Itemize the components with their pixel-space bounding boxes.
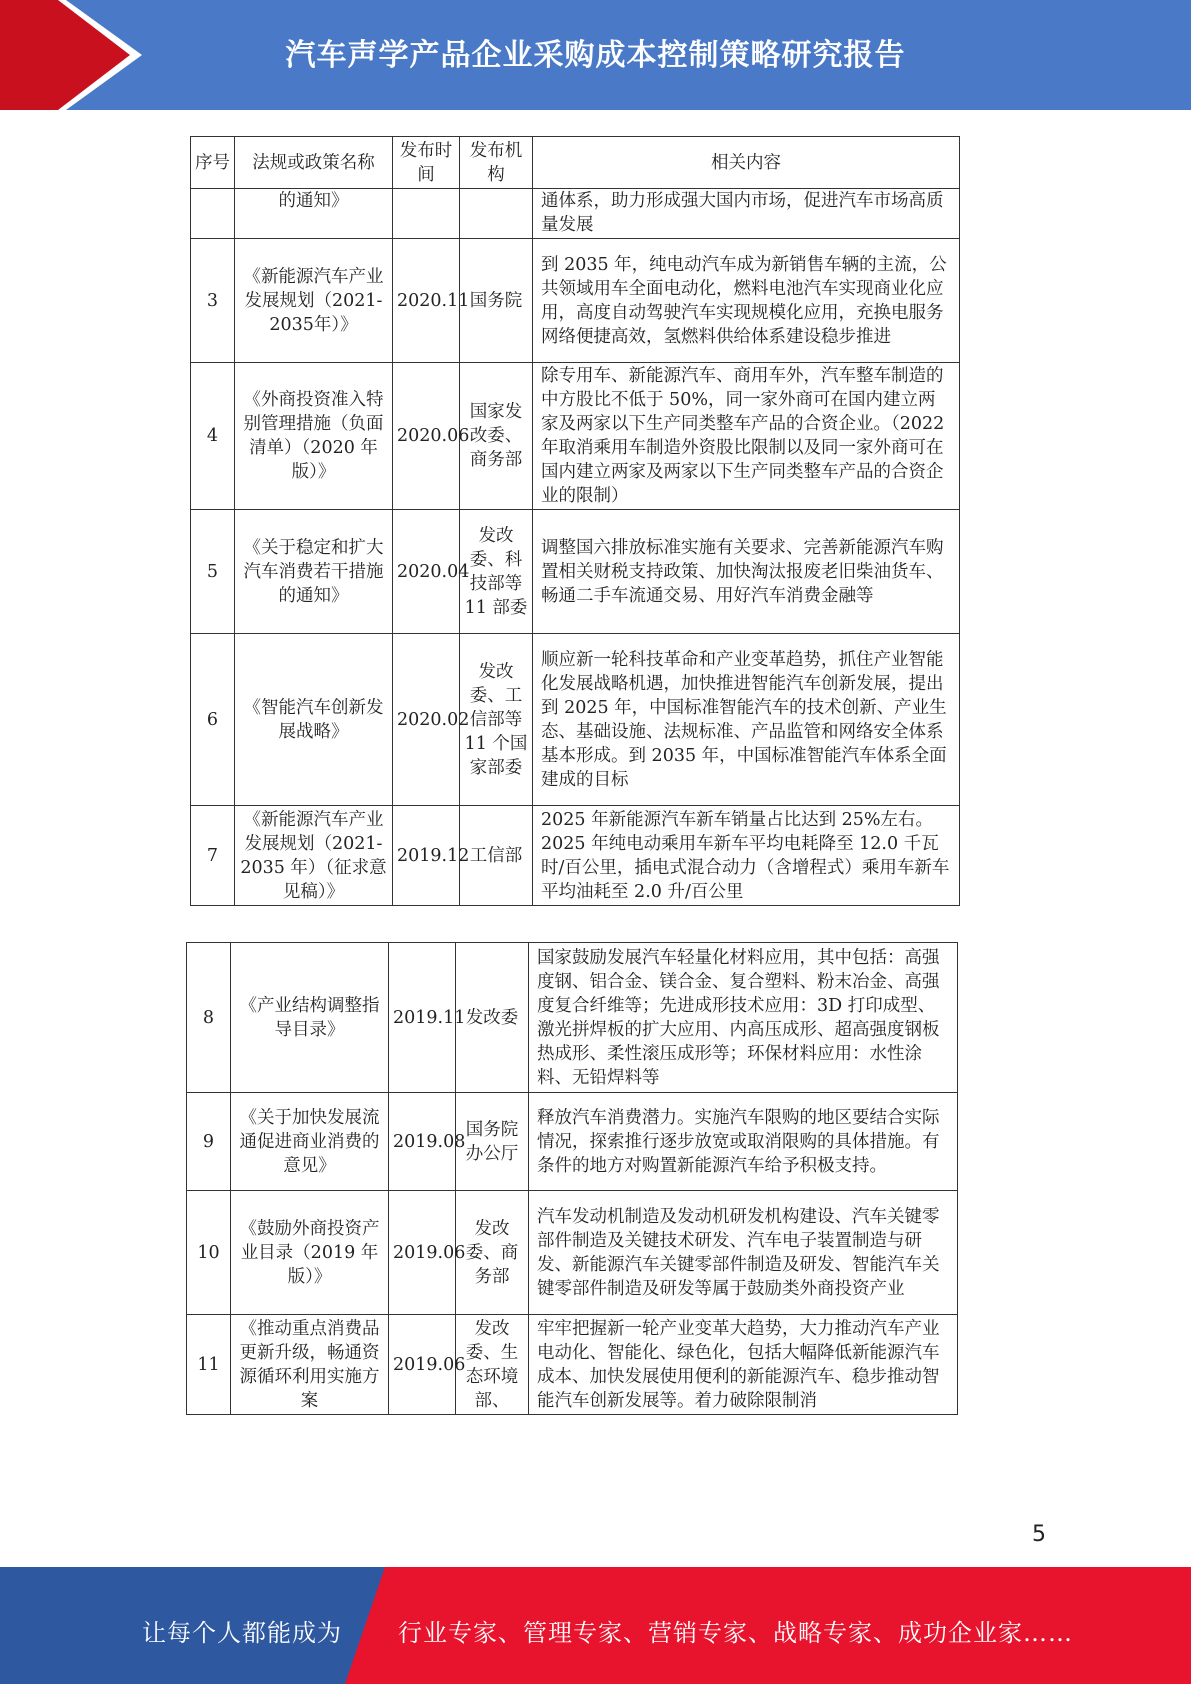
org-cell: 发改委、工信部等 11 个国家部委 bbox=[460, 634, 533, 806]
number-cell: 9 bbox=[187, 1093, 231, 1191]
number-cell: 7 bbox=[191, 806, 235, 906]
policy-table-part-2 bbox=[186, 942, 958, 1415]
number-cell: 4 bbox=[191, 363, 235, 510]
content-cell: 汽车发动机制造及发动机研发机构建设、汽车关键零部件制造及关键技术研发、汽车电子装置制造与研发、新能源汽车关键零部件制造及研发、智能汽车关键零部件制造及研发等属于鼓励类外商投资产业 bbox=[529, 1191, 958, 1315]
table-row bbox=[187, 943, 958, 1093]
table-row bbox=[191, 806, 960, 906]
number-cell: 8 bbox=[187, 943, 231, 1093]
table-row bbox=[191, 510, 960, 634]
policy-table-part-1 bbox=[190, 136, 960, 906]
date-cell: 2019.11 bbox=[389, 943, 456, 1093]
date-cell: 2019.06 bbox=[389, 1191, 456, 1315]
header-cell: 发布时间 bbox=[393, 137, 460, 189]
name-cell: 《新能源汽车产业发展规划（2021-2035 年）（征求意见稿）》 bbox=[235, 806, 393, 906]
footer-slogan-right: 行业专家、管理专家、营销专家、战略专家、成功企业家…… bbox=[398, 1619, 1073, 1647]
header-cell: 序号 bbox=[191, 137, 235, 189]
date-cell: 2020.04 bbox=[393, 510, 460, 634]
org-cell: 发改委 bbox=[456, 943, 529, 1093]
name-cell: 《产业结构调整指导目录》 bbox=[231, 943, 389, 1093]
number-cell: 10 bbox=[187, 1191, 231, 1315]
content-cell: 牢牢把握新一轮产业变革大趋势，大力推动汽车产业电动化、智能化、绿色化，包括大幅降低新能源汽车成本、加快发展使用便利的新能源汽车、稳步推动智能汽车创新发展等。着力破除限制消 bbox=[529, 1315, 958, 1415]
content-cell: 顺应新一轮科技革命和产业变革趋势，抓住产业智能化发展战略机遇，加快推进智能汽车创新发展，提出到 2025 年，中国标准智能汽车的技术创新、产业生态、基础设施、法规标准、产品监管和网络安全体系基本形成。到 2035 年，中国标准智能汽车体系全面建成的目标 bbox=[533, 634, 960, 806]
name-cell: 《推动重点消费品更新升级，畅通资源循环利用实施方案 bbox=[231, 1315, 389, 1415]
org-cell: 国务院办公厅 bbox=[456, 1093, 529, 1191]
date-cell: 2020.06 bbox=[393, 363, 460, 510]
org-cell: 国务院 bbox=[460, 239, 533, 363]
table-header-row bbox=[191, 137, 960, 189]
footer-banner bbox=[0, 1567, 1191, 1684]
org-cell: 发改委、生态环境部、 bbox=[456, 1315, 529, 1415]
header-cell: 相关内容 bbox=[533, 137, 960, 189]
header-cell: 法规或政策名称 bbox=[235, 137, 393, 189]
name-cell: 《智能汽车创新发展战略》 bbox=[235, 634, 393, 806]
name-cell: 《关于加快发展流通促进商业消费的意见》 bbox=[231, 1093, 389, 1191]
number-cell: 5 bbox=[191, 510, 235, 634]
date-cell: 2019.08 bbox=[389, 1093, 456, 1191]
content-cell: 除专用车、新能源汽车、商用车外，汽车整车制造的中方股比不低于 50%，同一家外商可在国内建立两家及两家以下生产同类整车产品的合资企业。（2022 年取消乘用车制造外资股比限制以及同一家外商可在国内建立两家及两家以下生产同类整车产品的合资企业的限制） bbox=[533, 363, 960, 510]
name-cell: 《外商投资准入特别管理措施（负面清单）（2020 年版）》 bbox=[235, 363, 393, 510]
table-row bbox=[191, 634, 960, 806]
name-cell: 《新能源汽车产业发展规划（2021-2035年）》 bbox=[235, 239, 393, 363]
date-cell: 2019.12 bbox=[393, 806, 460, 906]
content-cell: 调整国六排放标准实施有关要求、完善新能源汽车购置相关财税支持政策、加快淘汰报废老旧柴油货车、畅通二手车流通交易、用好汽车消费金融等 bbox=[533, 510, 960, 634]
content-cell: 国家鼓励发展汽车轻量化材料应用，其中包括：高强度钢、铝合金、镁合金、复合塑料、粉末冶金、高强度复合纤维等；先进成形技术应用：3D 打印成型、激光拼焊板的扩大应用、内高压成形、超高强度钢板热成形、柔性滚压成形等；环保材料应用：水性涂料、无铅焊料等 bbox=[529, 943, 958, 1093]
report-title: 汽车声学产品企业采购成本控制策略研究报告 bbox=[285, 38, 906, 73]
org-cell: 工信部 bbox=[460, 806, 533, 906]
content-cell: 释放汽车消费潜力。实施汽车限购的地区要结合实际情况，探索推行逐步放宽或取消限购的具体措施。有条件的地方对购置新能源汽车给予积极支持。 bbox=[529, 1093, 958, 1191]
name-cell: 《鼓励外商投资产业目录（2019 年版）》 bbox=[231, 1191, 389, 1315]
table-row bbox=[187, 1315, 958, 1415]
table-row bbox=[191, 363, 960, 510]
footer-slogan-left: 让每个人都能成为 bbox=[142, 1619, 342, 1647]
date-cell: 2020.11 bbox=[393, 239, 460, 363]
page-number: 5 bbox=[1032, 1522, 1046, 1547]
report-header bbox=[0, 0, 1191, 110]
org-cell: 国家发改委、商务部 bbox=[460, 363, 533, 510]
number-cell: 6 bbox=[191, 634, 235, 806]
date-cell: 2019.06 bbox=[389, 1315, 456, 1415]
header-cell: 发布机构 bbox=[460, 137, 533, 189]
org-cell: 发改委、商务部 bbox=[456, 1191, 529, 1315]
name-cell: 的通知》 bbox=[235, 189, 393, 239]
table-row bbox=[187, 1093, 958, 1191]
table-row bbox=[191, 189, 960, 239]
table-row bbox=[187, 1191, 958, 1315]
content-cell: 到 2035 年，纯电动汽车成为新销售车辆的主流，公共领域用车全面电动化，燃料电池汽车实现商业化应用，高度自动驾驶汽车实现规模化应用，充换电服务网络便捷高效，氢燃料供给体系建设稳步推进 bbox=[533, 239, 960, 363]
content-cell: 2025 年新能源汽车新车销量占比达到 25%左右。2025 年纯电动乘用车新车平均电耗降至 12.0 千瓦时/百公里，插电式混合动力（含增程式）乘用车新车平均油耗至 2.0 升/百公里 bbox=[533, 806, 960, 906]
content-cell: 通体系，助力形成强大国内市场，促进汽车市场高质量发展 bbox=[533, 189, 960, 239]
table-row bbox=[191, 239, 960, 363]
org-cell: 发改委、科技部等 11 部委 bbox=[460, 510, 533, 634]
number-cell: 3 bbox=[191, 239, 235, 363]
name-cell: 《关于稳定和扩大汽车消费若干措施的通知》 bbox=[235, 510, 393, 634]
date-cell: 2020.02 bbox=[393, 634, 460, 806]
number-cell: 11 bbox=[187, 1315, 231, 1415]
